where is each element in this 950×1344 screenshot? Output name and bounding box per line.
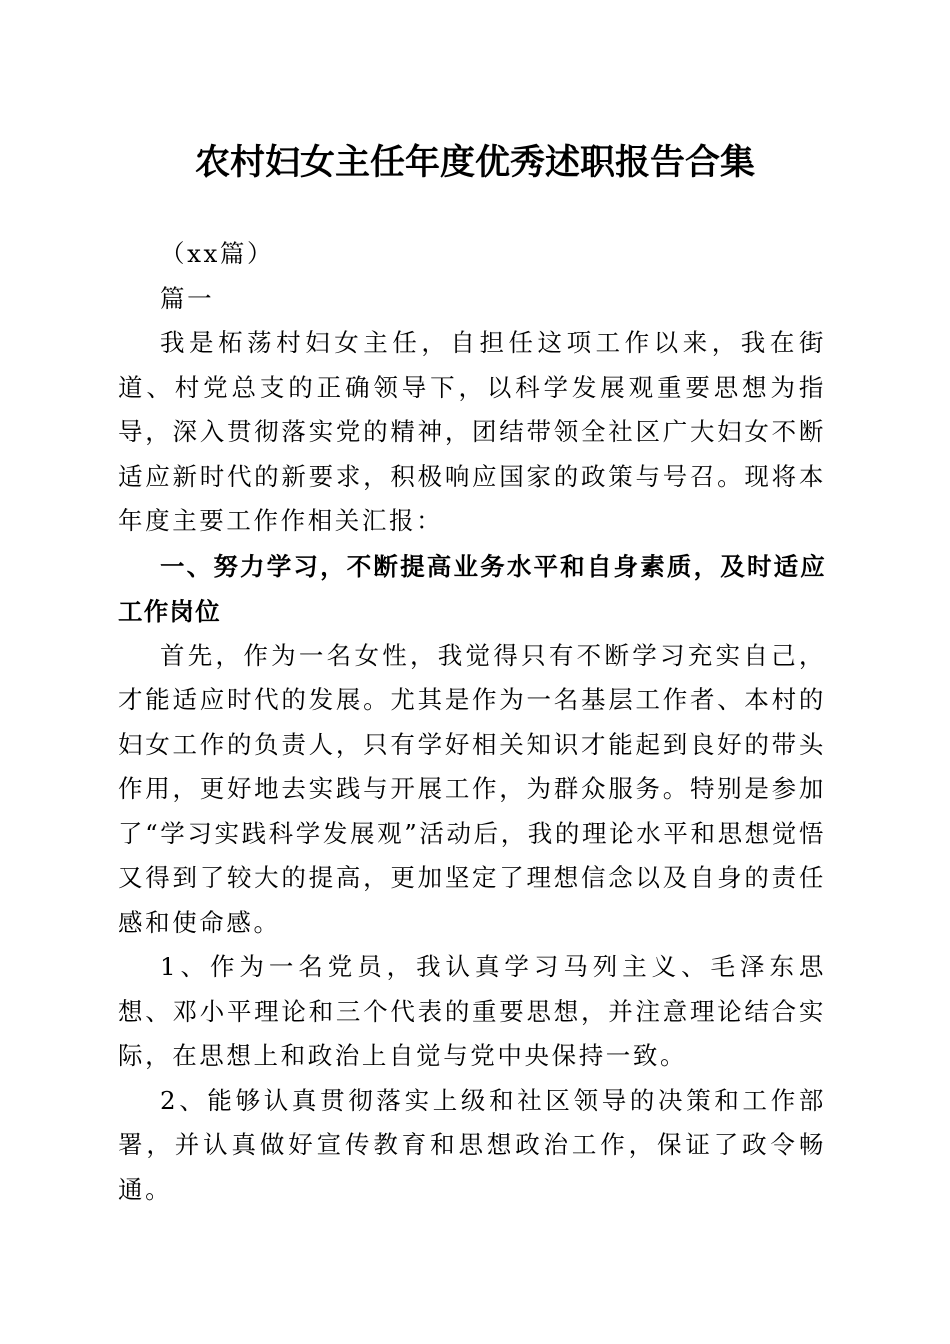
document-title: 农村妇女主任年度优秀述职报告合集 (194, 142, 755, 183)
count-note: （xx篇） (160, 239, 275, 268)
intro-paragraph: 我是柘荡村妇女主任，自担任这项工作以来，我在街道、村党总支的正确领导下，以科学发展观重要思想为指导，深入贯彻落实党的精神，团结带领全社区广大妇女不断适应新时代的新要求，积极响应国家的政策与号召。现将本年度主要工作作相关汇报： (118, 328, 826, 535)
section-label: 篇一 (160, 283, 215, 313)
document-body (118, 232, 826, 1212)
body-paragraph: 首先，作为一名女性，我觉得只有不断学习充实自己，才能适应时代的发展。尤其是作为一名基层工作者、本村的妇女工作的负责人，只有学好相关知识才能起到良好的带头作用，更好地去实践与开展工作，为群众服务。特别是参加了“学习实践科学发展观”活动后，我的理论水平和思想觉悟又得到了较大的提高，更加坚定了理想信念以及自身的责任感和使命感。 (118, 640, 826, 937)
body-paragraph: 2、能够认真贯彻落实上级和社区领导的决策和工作部署，并认真做好宣传教育和思想政治工作，保证了政令畅通。 (118, 1085, 826, 1204)
body-paragraph: 1、作为一名党员，我认真学习马列主义、毛泽东思想、邓小平理论和三个代表的重要思想，并注意理论结合实际，在思想上和政治上自觉与党中央保持一致。 (118, 952, 826, 1070)
section-heading: 一、努力学习，不断提高业务水平和自身素质，及时适应工作岗位 (118, 551, 826, 626)
